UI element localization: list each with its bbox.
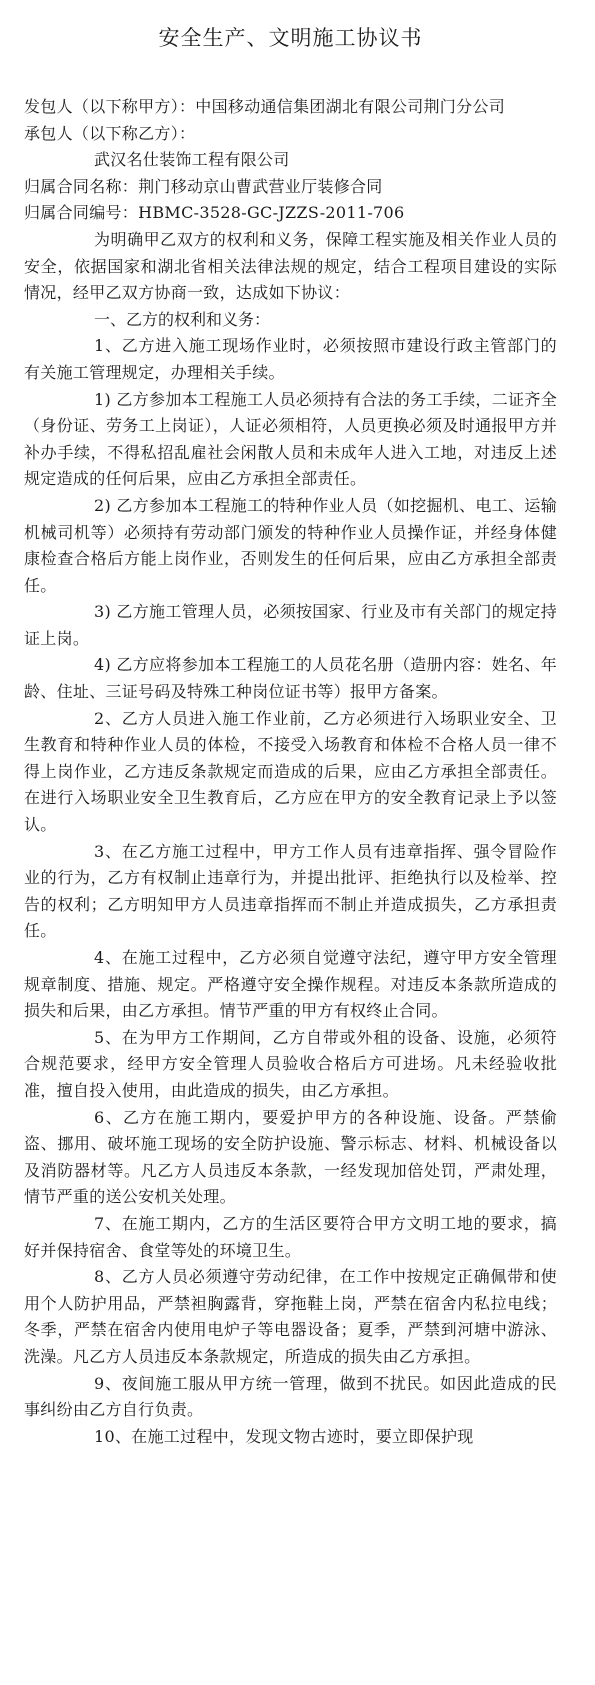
contract-number: 归属合同编号：HBMC-3528-GC-JZZS-2011-706: [24, 203, 405, 223]
clause-paragraph: 7、在施工期内，乙方的生活区要符合甲方文明工地的要求，搞好并保持宿舍、食堂等处的环境卫生。: [24, 1213, 557, 1260]
clause-paragraph: 5、在为甲方工作期间，乙方自带或外租的设备、设施，必须符合规范要求，经甲方安全管理人员验收合格后方可进场。凡未经验收批准，擅自投入使用，由此造成的损失，由乙方承担。: [24, 1027, 557, 1100]
party-b-label: 承包人（以下称乙方）：: [24, 123, 196, 143]
party-a-line: 发包人（以下称甲方）：中国移动通信集团湖北有限公司荆门分公司: [24, 97, 506, 116]
clause-paragraph: 8、乙方人员必须遵守劳动纪律，在工作中按规定正确佩带和使用个人防护用品，严禁袒胸露背，穿拖鞋上岗，严禁在宿舍内私拉电线；冬季，严禁在宿舍内使用电炉子等电器设备；夏季，严禁到河塘中游泳、洗澡。凡乙方人员违反本条款规定，所造成的损失由乙方承担。: [24, 1267, 557, 1366]
clause-paragraph: 6、乙方在施工期内，要爱护甲方的各种设施、设备。严禁偷盗、挪用、破坏施工现场的安全防护设施、警示标志、材料、机械设备以及消防器材等。凡乙方人员违反本条款，一经发现加倍处罚，严肃处理，情节严重的送公安机关处理。: [24, 1107, 557, 1207]
intro-paragraph: 为明确甲乙双方的权利和义务，保障工程实施及相关作业人员的安全，依据国家和湖北省相关法律法规的规定，结合工程项目建设的实际情况，经甲乙双方协商一致，达成如下协议：: [24, 229, 557, 303]
section-heading: 一、乙方的权利和义务：: [94, 309, 271, 329]
clause-paragraph: 3、在乙方施工过程中，甲方工作人员有违章指挥、强令冒险作业的行为，乙方有权制止违章行为，并提出批评、拒绝执行以及检举、控告的权利；乙方明知甲方人员违章指挥而不制止并造成损失，乙方承担责任。: [24, 841, 557, 941]
clause-paragraph: 4) 乙方应将参加本工程施工的人员花名册（造册内容：姓名、年龄、住址、三证号码及特殊工种岗位证书等）报甲方备案。: [24, 655, 557, 702]
clause-paragraph: 2) 乙方参加本工程施工的特种作业人员（如挖掘机、电工、运输机械司机等）必须持有劳动部门颁发的特种作业人员操作证，并经身体健康检查合格后方能上岗作业，否则发生的任何后果，应由乙方承担全部责任。: [24, 495, 557, 595]
clause-paragraph: 10、在施工过程中，发现文物古迹时，要立即保护现: [94, 1426, 474, 1446]
clause-paragraph: 3) 乙方施工管理人员，必须按国家、行业及市有关部门的规定持证上岗。: [24, 602, 557, 648]
clause-paragraph: 2、乙方人员进入施工作业前，乙方必须进行入场职业安全、卫生教育和特种作业人员的体检，不接受入场教育和体检不合格人员一律不得上岗作业，乙方违反条款规定而造成的后果，应由乙方承担全部责任。在进行入场职业安全卫生教育后，乙方应在甲方的安全教育记录上予以签认。: [24, 708, 557, 835]
contract-name: 归属合同名称：荆门移动京山曹武营业厅装修合同: [24, 176, 383, 196]
clause-paragraph: 4、在施工过程中，乙方必须自觉遵守法纪，遵守甲方安全管理规章制度、措施、规定。严格遵守安全操作规程。对违反本条款所造成的损失和后果，由乙方承担。情节严重的甲方有权终止合同。: [24, 948, 557, 1021]
clause-paragraph: 1) 乙方参加本工程施工人员必须持有合法的务工手续，二证齐全（身份证、劳务工上岗证），人证必须相符，人员更换必须及时通报甲方并补办手续，不得私招乱雇社会闲散人员和未成年人进入工地，对违反上述规定造成的任何后果，应由乙方承担全部责任。: [24, 389, 557, 489]
document-title: 安全生产、文明施工协议书: [158, 26, 423, 50]
party-b-name: 武汉名仕装饰工程有限公司: [94, 150, 290, 170]
clause-paragraph: 1、乙方进入施工现场作业时，必须按照市建设行政主管部门的有关施工管理规定，办理相关手续。: [24, 336, 557, 382]
clause-paragraph: 9、夜间施工服从甲方统一管理，做到不扰民。如因此造成的民事纠纷由乙方自行负责。: [24, 1373, 557, 1420]
